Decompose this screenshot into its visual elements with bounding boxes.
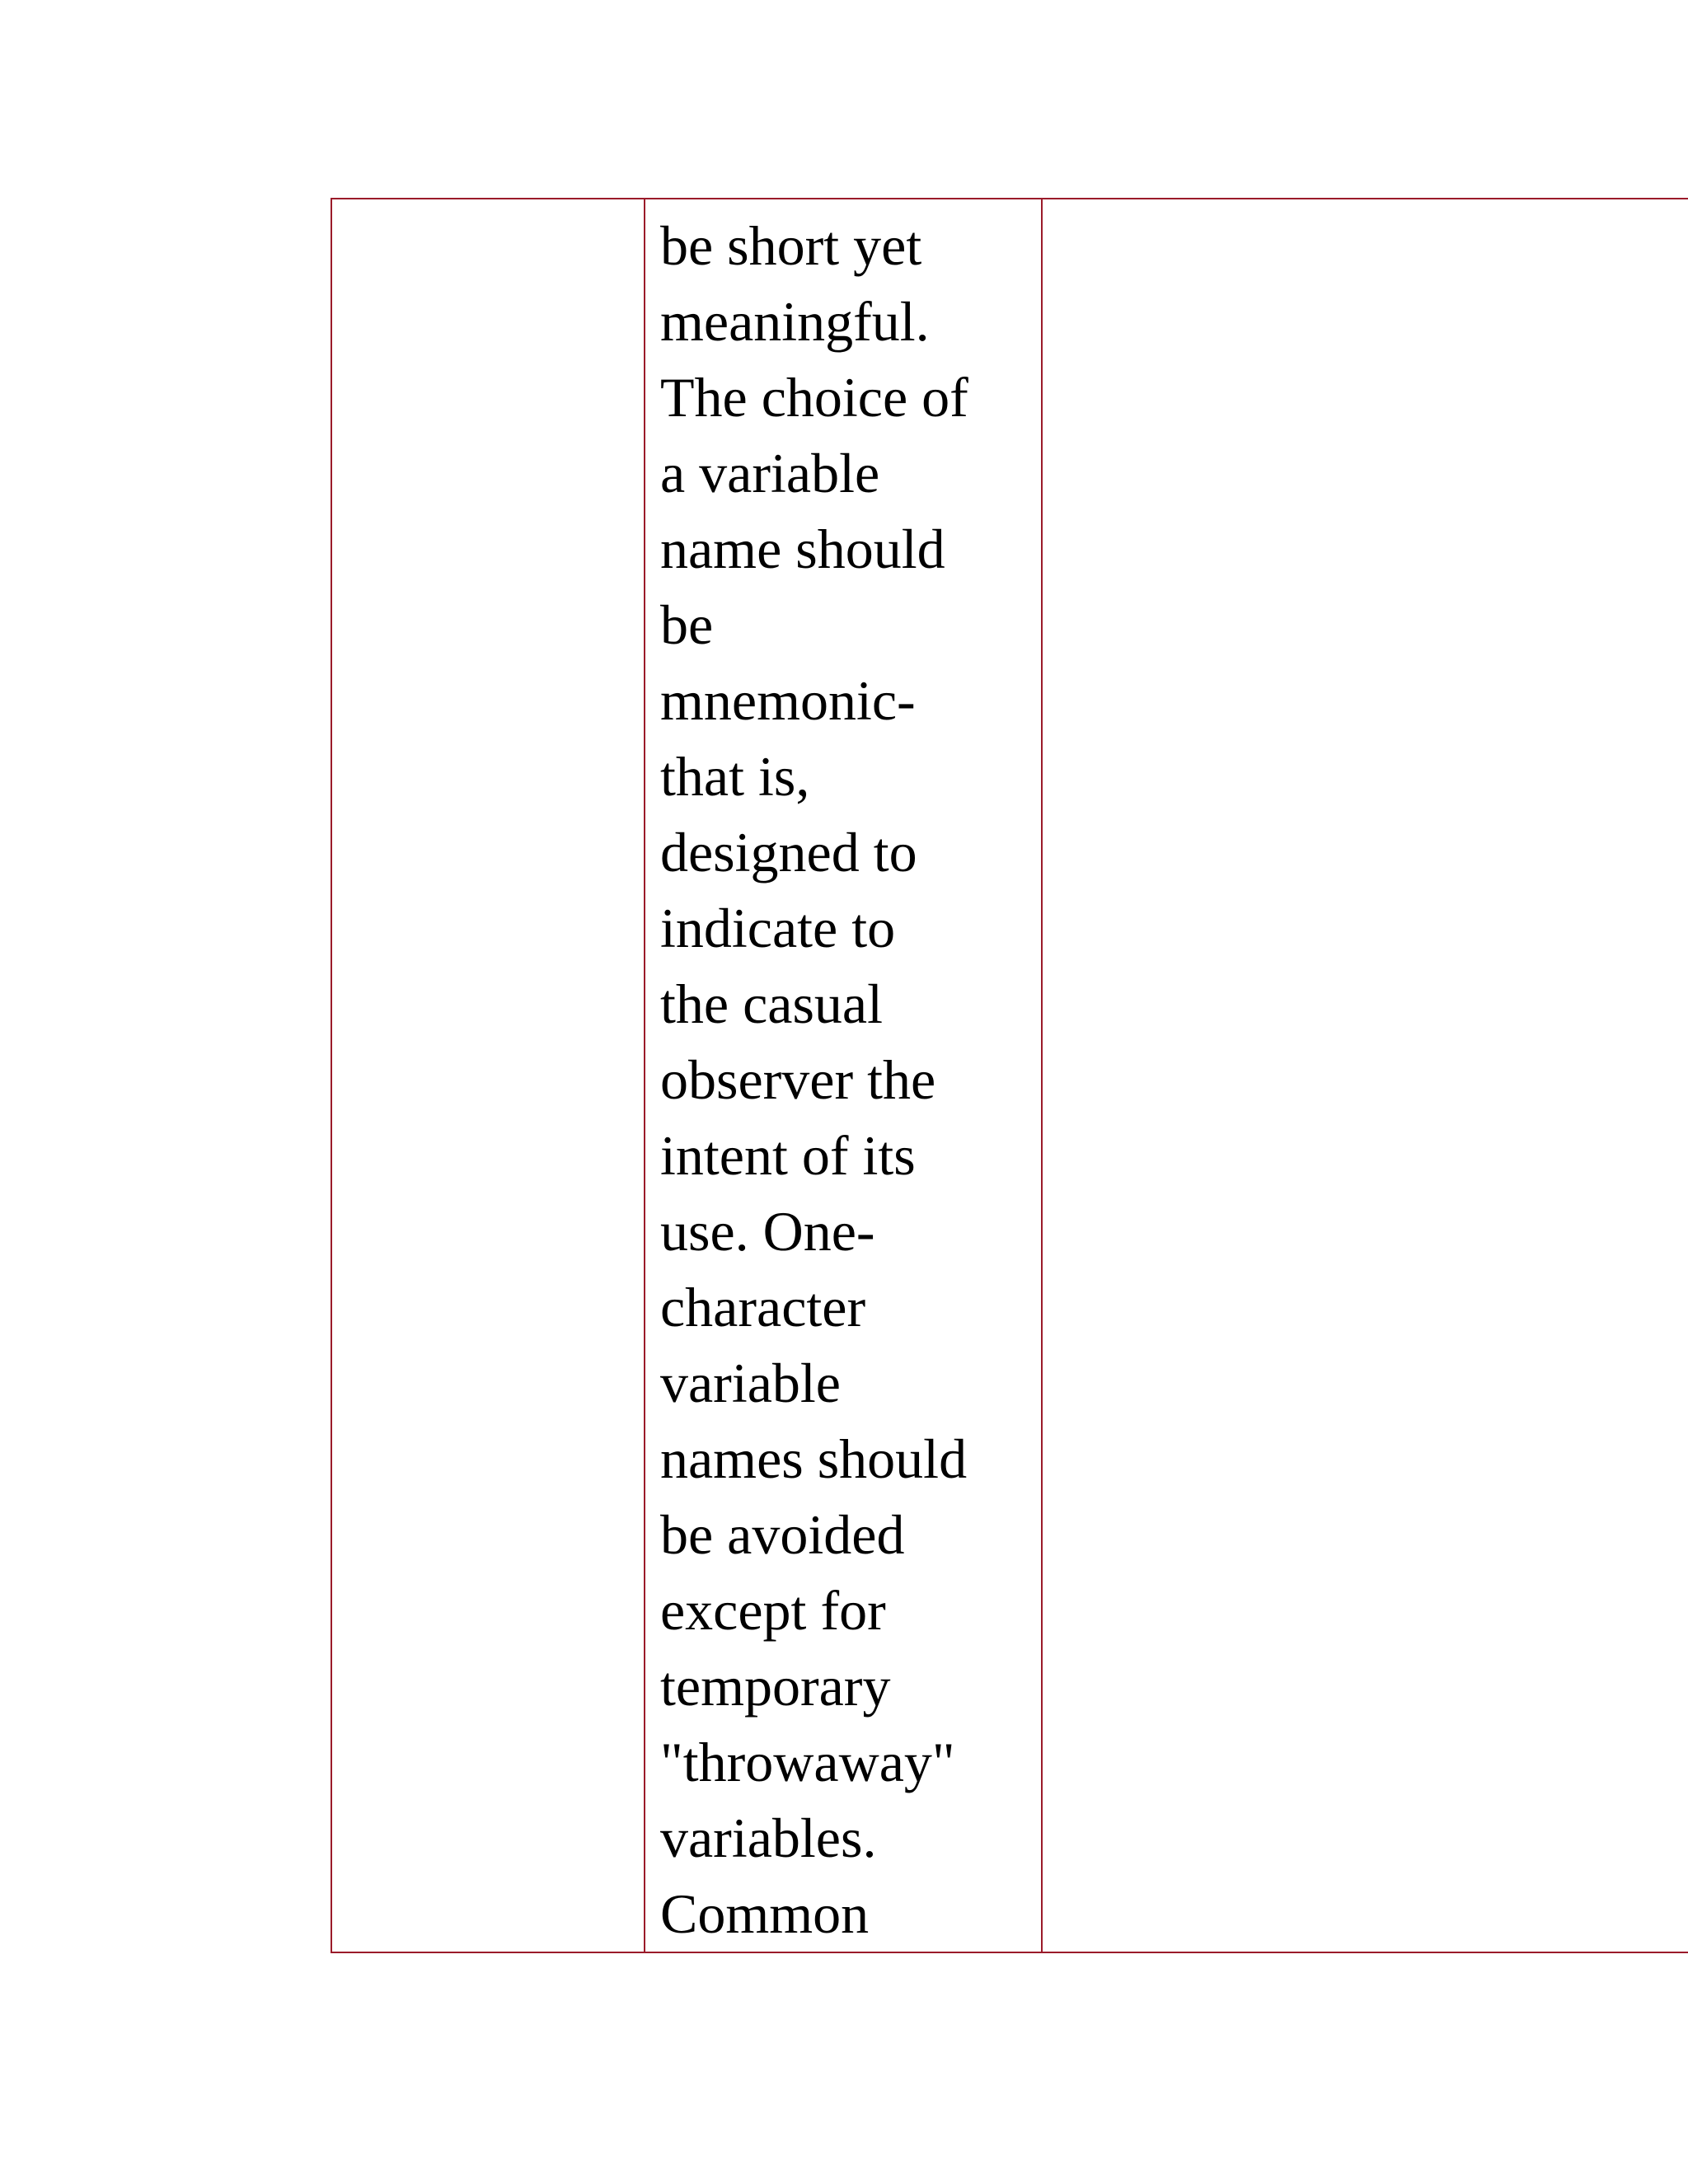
text-line: The choice of bbox=[660, 366, 968, 429]
text-line: except for bbox=[660, 1579, 886, 1642]
text-line: the casual bbox=[660, 972, 883, 1035]
text-line: be short yet bbox=[660, 214, 922, 277]
text-line: intent of its bbox=[660, 1124, 916, 1187]
text-line: character bbox=[660, 1276, 866, 1338]
text-line: "throwaway" bbox=[660, 1731, 955, 1793]
text-line: a variable bbox=[660, 442, 880, 504]
text-line: Common bbox=[660, 1882, 870, 1945]
text-line: meaningful. bbox=[660, 290, 930, 353]
table-row bbox=[331, 199, 1688, 1952]
table-cell-middle bbox=[645, 199, 1042, 1952]
table-cell-right bbox=[1042, 199, 1688, 1952]
text-line: variable bbox=[660, 1352, 841, 1414]
text-line: indicate to bbox=[660, 897, 896, 959]
text-line: observer the bbox=[660, 1048, 936, 1111]
text-line: be bbox=[660, 593, 714, 656]
text-line: mnemonic- bbox=[660, 669, 916, 732]
text-line: be avoided bbox=[660, 1503, 905, 1566]
document-table bbox=[331, 198, 1688, 1953]
text-line: name should bbox=[660, 518, 945, 580]
text-line: use. One- bbox=[660, 1200, 875, 1263]
text-line: variables. bbox=[660, 1807, 877, 1869]
text-line: temporary bbox=[660, 1655, 891, 1718]
text-line: designed to bbox=[660, 821, 917, 883]
table-cell-left bbox=[331, 199, 645, 1952]
text-line: names should bbox=[660, 1427, 968, 1490]
text-line: that is, bbox=[660, 745, 810, 808]
cell-paragraph bbox=[645, 199, 1041, 1952]
